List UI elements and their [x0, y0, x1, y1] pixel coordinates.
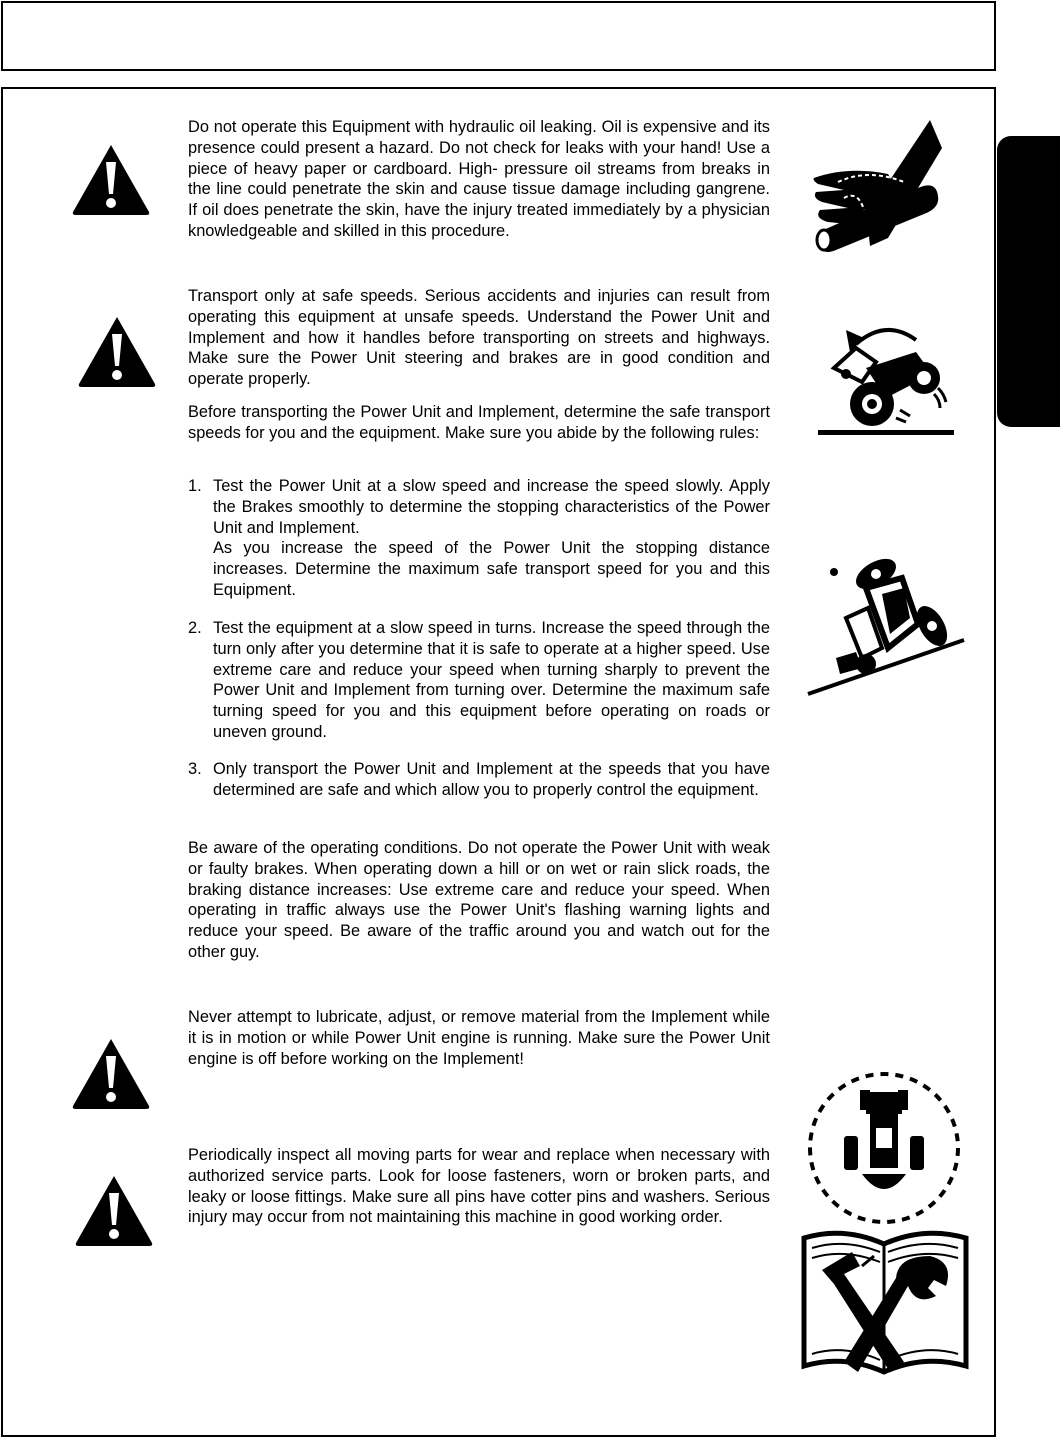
before-transport-paragraph	[188, 402, 770, 444]
list-text: Only transport the Power Unit and Implement at the speeds that you have determined are safe and which allow you to properly control the equipment.	[213, 760, 770, 799]
warning-triangle-icon	[72, 1173, 156, 1249]
service-manual-tools-icon	[800, 1226, 970, 1382]
header-box	[1, 1, 996, 71]
engine-off-topview-icon	[802, 1068, 966, 1228]
tractor-rollover-slope-icon	[806, 548, 966, 698]
list-number: 2.	[188, 619, 202, 637]
tractor-speed-icon	[816, 318, 956, 438]
warning-triangle-icon	[76, 314, 158, 390]
list-item	[188, 759, 770, 801]
paragraph-text: Periodically inspect all moving parts for wear and replace when necessary with authorized service parts. Look for loose fasteners, worn or broken parts, and leaky or loose fittings. Make sure all pins have cotter pins and washers. Serious injury may occur from not maintaining this machine in good working order.	[188, 1146, 770, 1227]
inspect-warning-paragraph	[188, 1145, 770, 1228]
list-item	[188, 618, 770, 743]
paragraph-text: Do not operate this Equipment with hydraulic oil leaking. Oil is expensive and its presence could present a hazard. Do not check for leaks with your hand! Use a piece of heavy paper or cardboard. High- pressure oil streams from breaks in the line could penetrate the skin and cause tissue damage including gangrene. If oil does penetrate the skin, have the injury treated immediately by a physician knowledgeable and skilled in this procedure.	[188, 118, 770, 240]
list-text: Test the equipment at a slow speed in turns. Increase the speed through the turn only after you determine that it is safe to operate at a higher speed. Use extreme care and reduce your speed when turning sharply to prevent the Power Unit and Implement from turning over. Determine the maximum safe turning speed for you and this equipment before operating on roads or uneven ground.	[213, 619, 770, 741]
hydraulic-leak-hand-icon	[808, 118, 948, 258]
lubricate-warning-paragraph	[188, 1007, 770, 1069]
paragraph-text: Before transporting the Power Unit and Implement, determine the safe transport speeds for you and the equipment. Make sure you abide by the following rules:	[188, 403, 770, 442]
warning-triangle-icon	[70, 1036, 152, 1112]
list-item	[188, 476, 770, 601]
transport-warning-paragraph	[188, 286, 770, 390]
hydraulic-warning-paragraph	[188, 117, 770, 242]
paragraph-text: Transport only at safe speeds. Serious accidents and injuries can result from operating this equipment at unsafe speeds. Understand the Power Unit and Implement and how it handles before transporting on streets and highways. Make sure the Power Unit steering and brakes are in good condition and operate properly.	[188, 287, 770, 389]
list-number: 3.	[188, 760, 202, 778]
warning-triangle-icon	[70, 142, 152, 218]
list-text: Test the Power Unit at a slow speed and increase the speed slowly. Apply the Brakes smoothly to determine the stopping characteristics of the Power Unit and Implement.	[213, 477, 770, 537]
section-tab	[997, 136, 1060, 427]
paragraph-text: Never attempt to lubricate, adjust, or remove material from the Implement while it is in motion or while Power Unit engine is running. Make sure the Power Unit engine is off before working on the Implement!	[188, 1008, 770, 1068]
list-number: 1.	[188, 477, 202, 495]
paragraph-text: Be aware of the operating conditions. Do not operate the Power Unit with weak or faulty brakes. When operating down a hill or on wet or rain slick roads, the braking distance increases: Use extreme care and reduce your speed. When operating in traffic always use the Power Unit's flashing warning lights and reduce your speed. Be aware of the traffic around you and watch out for the other guy.	[188, 839, 770, 961]
operating-conditions-paragraph	[188, 838, 770, 963]
list-text: As you increase the speed of the Power Unit the stopping distance increases. Determine the maximum safe transport speed for you and this Equipment.	[213, 539, 770, 599]
